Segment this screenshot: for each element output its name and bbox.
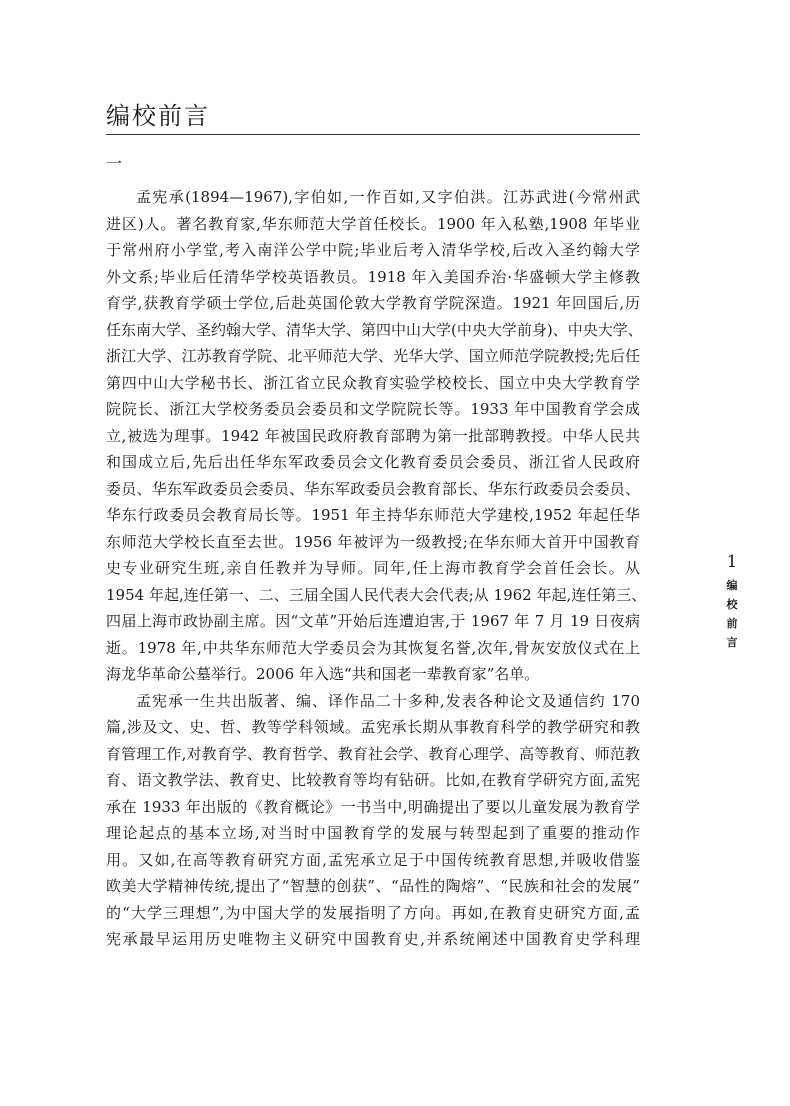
- text-line: 孟宪承(1894—1967),字伯如,一作百如,又字伯洪。江苏武进(今常州武: [136, 188, 640, 206]
- text-line: 承在 1933 年出版的《教育概论》一书当中,明确提出了要以儿童发展为教育学: [106, 797, 640, 816]
- text-line: 院院长、浙江大学校务委员会委员和文学院院长等。1933 年中国教育学会成: [106, 400, 640, 418]
- text-line: 育管理工作,对教育学、教育哲学、教育社会学、教育心理学、高等教育、师范教: [106, 744, 640, 763]
- running-head-char: 言: [726, 636, 738, 649]
- text-line: 和国成立后,先后出任华东军政委员会文化教育委员会委员、浙江省人民政府: [106, 453, 640, 471]
- text-line: 第四中山大学秘书长、浙江省立民众教育实验学校校长、国立中央大学教育学: [106, 373, 640, 392]
- text-line: 海龙华革命公墓举行。2006 年入选“共和国老一辈教育家”名单。: [106, 665, 540, 683]
- text-line: 外文系;毕业后任清华学校英语教员。1918 年入美国乔治·华盛顿大学主修教: [106, 267, 640, 286]
- text-line: 立,被选为理事。1942 年被国民政府教育部聘为第一批部聘教授。中华人民共: [106, 426, 640, 445]
- page-number: 1: [726, 552, 738, 572]
- section-number: 一: [106, 154, 123, 173]
- side-marker: [722, 548, 742, 652]
- text-line: 东师范大学校长直至去世。1956 年被评为一级教授;在华东师大首开中国教育: [106, 532, 640, 551]
- text-line: 育、语文教学法、教育史、比较教育等均有钻研。比如,在教育学研究方面,孟宪: [106, 771, 640, 789]
- text-line: 华东行政委员会教育局长等。1951 年主持华东师范大学建校,1952 年起任华: [106, 506, 640, 524]
- text-line: 1954 年起,连任第一、二、三届全国人民代表大会代表;从 1962 年起,连任第三、: [106, 585, 647, 604]
- text-line: 进区)人。著名教育家,华东师范大学首任校长。1900 年入私塾,1908 年毕业: [106, 214, 640, 233]
- paragraph-2: [106, 688, 640, 953]
- text-line: 宪承最早运用历史唯物主义研究中国教育史,并系统阐述中国教育史学科理: [106, 930, 640, 948]
- text-line: 四届上海市政协副主席。因“文革”开始后连遭迫害,于 1967 年 7 月 19 日夜病: [106, 612, 640, 630]
- text-line: 任东南大学、圣约翰大学、清华大学、第四中山大学(中央大学前身)、中央大学、: [106, 320, 643, 339]
- text-line: 委员、华东军政委员会委员、华东军政委员会教育部长、华东行政委员会委员、: [106, 479, 640, 498]
- text-line: 史专业研究生班,亲自任教并为导师。同年,任上海市教育学会首任会长。从: [106, 559, 640, 577]
- page-title: 编校前言: [106, 102, 210, 130]
- text-line: 理论起点的基本立场,对当时中国教育学的发展与转型起到了重要的推动作: [106, 824, 640, 842]
- text-line: 的“大学三理想”,为中国大学的发展指明了方向。再如,在教育史研究方面,孟: [106, 903, 640, 922]
- text-line: 孟宪承一生共出版著、编、译作品二十多种,发表各种论文及通信约 170: [136, 691, 640, 710]
- text-line: 浙江大学、江苏教育学院、北平师范大学、光华大学、国立师范学院教授;先后任: [106, 347, 640, 365]
- text-line: 篇,涉及文、史、哲、教等学科领域。孟宪承长期从事教育科学的教学研究和教: [106, 718, 640, 736]
- running-head-char: 编: [726, 579, 738, 592]
- body-text: [106, 184, 647, 953]
- paragraph-1: [106, 184, 647, 688]
- title-rule: [106, 134, 640, 135]
- running-head-char: 校: [726, 598, 738, 611]
- text-line: 逝。1978 年,中共华东师范大学委员会为其恢复名誉,次年,骨灰安放仪式在上: [106, 638, 640, 657]
- text-line: 育学,获教育学硕士学位,后赴英国伦敦大学教育学院深造。1921 年回国后,历: [106, 294, 640, 312]
- text-line: 于常州府小学堂,考入南洋公学中院;毕业后考入清华学校,后改入圣约翰大学: [106, 241, 640, 259]
- text-line: 欧美大学精神传统,提出了“智慧的创获”、“品性的陶熔”、“民族和社会的发展”: [106, 877, 640, 895]
- text-line: 用。又如,在高等教育研究方面,孟宪承立足于中国传统教育思想,并吸收借鉴: [106, 850, 640, 869]
- running-head-char: 前: [726, 617, 738, 630]
